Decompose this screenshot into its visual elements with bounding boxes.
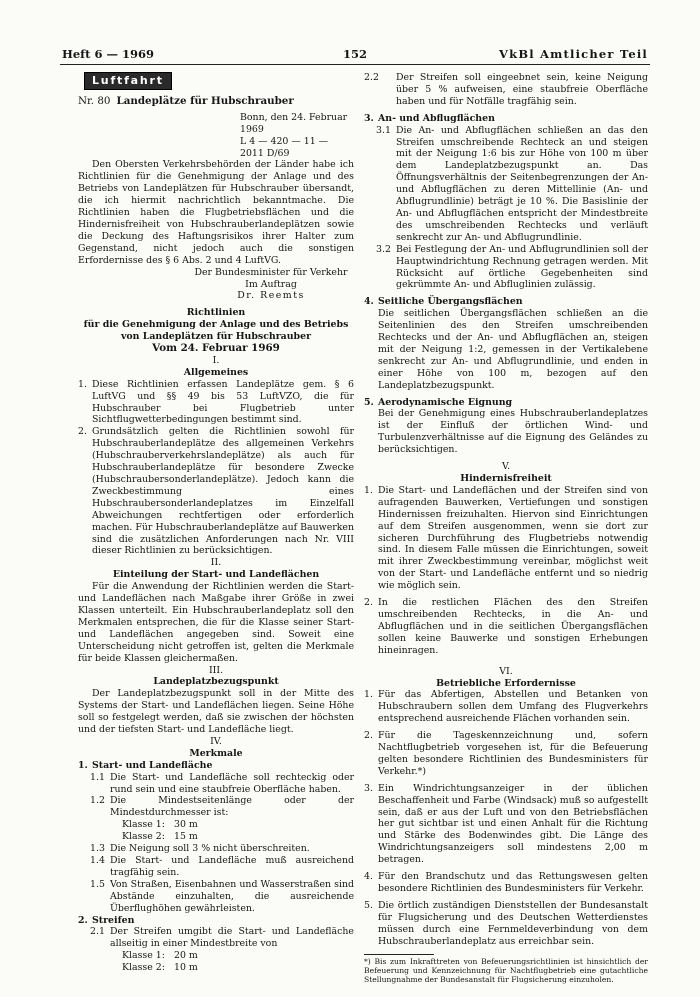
class-value: 30 m	[174, 819, 198, 831]
item-text: Die örtlich zuständigen Dienststellen der Bundesanstalt für Flugsicherung und des Deutschen Wetterdienstes müssen durch eine Fernmeldeverbindung von dem Hubschrauberlandeplatz aus erreichbar sein.	[378, 899, 648, 947]
item-number: 1.	[78, 759, 88, 771]
left-column	[78, 72, 354, 974]
class-row	[78, 950, 354, 962]
section-number-4: IV.	[210, 735, 222, 747]
item-text: Bei Festlegung der An- und Abflugrundlinien soll der Hauptwindrichtung Rechnung getragen werden. Mit Rücksicht auf örtliche Gegebenheiten sind gekrümmte An- und Abfluglinien zulässig.	[396, 243, 648, 291]
header-rule	[60, 64, 650, 65]
list-item	[78, 855, 354, 879]
guidelines-h2: für die Genehmigung der Anlage und des Betriebs	[83, 319, 349, 331]
item-number: 5.	[364, 396, 374, 408]
guidelines-h1: Richtlinien	[186, 307, 246, 319]
section-4-4-text: Die seitlichen Übergangsflächen schließen an die Seitenlinien des den Streifen umschreibenden Rechtecks und der An- und Abflugflächen an, steigen mit der Neigung 1:2, gemessen in der Vertikalebene senkrecht zur An- und Abflugrundlinie, und enden in einer Höhe von 100 m, bezogen auf den Landeplatzbezugspunkt.	[378, 308, 648, 391]
item-number: 2.2	[364, 72, 379, 83]
item-text: Für den Brandschutz und das Rettungswesen gelten besondere Richtlinien des Bundesministers für Verkehr.	[378, 871, 648, 894]
class-value: 20 m	[174, 950, 198, 962]
item-title: Aerodynamische Eignung	[378, 396, 513, 408]
subsection-heading	[78, 915, 354, 927]
class-row	[78, 819, 354, 831]
section-title-4: Merkmale	[189, 747, 243, 759]
item-text: Die An- und Abflugflächen schließen an das den Streifen umschreibende Rechteck an und steigen mit der Neigung 1:6 bis zur Höhe von 100 m über dem Landeplatzbezugspunkt an. Das Öffnungsverhältnis der Seitenbegrenzungen der An- und Abflugflächen zu deren Mittellinie (An- und Abflugrundlinie) beträgt je 10 %. Die Basislinie der An- und Abflugflächen entspricht der Mindestbreite des umschreibenden Rechtecks und verläuft senkrecht zur An- und Abflugrundlinie.	[396, 124, 648, 243]
item-text: Die Start- und Landefläche muß ausreichend tragfähig sein.	[110, 855, 354, 878]
item-number: 1.1	[90, 771, 105, 783]
section-2-text: Für die Anwendung der Richtlinien werden die Start- und Landeflächen nach Maßgabe ihrer Größe in zwei Klassen unterteilt. Ein Hubschrauberlandeplatz soll den Merkmalen entsprechen, die für die Klasse seiner Start- und Landeflächen angegeben sind. Soweit eine Unterscheidung nicht getroffen ist, gelten die Merkmale für beide Klassen gleichermaßen.	[78, 581, 354, 664]
article-title-text: Landeplätze für Hubschrauber	[116, 94, 294, 107]
item-number: 2.1	[90, 926, 105, 938]
item-text: Der Streifen umgibt die Start- und Landefläche allseitig in einer Mindestbreite von	[110, 926, 354, 950]
item-number: 3.1	[376, 124, 391, 136]
list-item	[364, 689, 648, 725]
subsection-heading	[364, 397, 648, 409]
item-text: Die Neigung soll 3 % nicht überschreiten.	[110, 843, 310, 855]
footnote: *) Bis zum Inkrafttreten von Befeuerungsrichtlinien ist hinsichtlich der Befeuerung und Kennzeichnung für Nachtflugbetrieb eine gutachtliche Stellungnahme der Bundesanstalt für Flugsicherung einzuholen.	[364, 956, 648, 984]
item-number: 3.	[364, 782, 373, 794]
item-number: 2.	[78, 914, 88, 926]
item-number: 1.2	[90, 795, 105, 807]
item-text: Der Streifen soll eingeebnet sein, keine Neigung über 5 % aufweisen, eine staubfreie Oberfläche haben und für Notfälle tragfähig sein.	[396, 72, 648, 107]
item-text: Die Start- und Landefläche soll rechteckig oder rund sein und eine staubfreie Oberfläche haben.	[110, 771, 354, 795]
item-number: 1.3	[90, 843, 105, 855]
list-item	[78, 772, 354, 796]
item-number: 5.	[364, 899, 373, 911]
list-item	[364, 244, 648, 292]
item-title: Seitliche Übergangsflächen	[378, 296, 523, 308]
list-item	[364, 597, 648, 657]
class-row	[78, 962, 354, 974]
item-text: Die Start- und Landeflächen und der Streifen sind von aufragenden Bauwerken, Vertiefungen und sonstigen Hindernissen freizuhalten. Hiervon sind Einrichtungen auf dem Streifen ausgenommen, wenn sie dort zur sicheren Durchführung des Flugbetriebs notwendig sind. In diesem Falle müssen die Einrichtungen, soweit mit ihrer Zweckbestimmung vereinbar, möglichst weit von der Start- und Landefläche entfernt und so niedrig wie möglich sein.	[378, 484, 648, 592]
class-label: Klasse 1:	[122, 819, 165, 831]
item-number: 3.2	[376, 243, 391, 255]
list-item	[78, 879, 354, 915]
section-number-5: V.	[501, 461, 511, 473]
issue-label: Heft 6 — 1969	[62, 47, 154, 61]
list-item	[78, 843, 354, 855]
item-number: 1.	[364, 689, 373, 701]
subsection-heading	[78, 760, 354, 772]
list-item	[364, 783, 648, 866]
item-text: Für das Abfertigen, Abstellen und Betanken von Hubschraubern sollen dem Umfang des Flugverkehrs entsprechend ausreichende Flächen vorhanden sein.	[378, 689, 648, 725]
list-item	[78, 795, 354, 819]
item-text: Ein Windrichtungsanzeiger in der üblichen Beschaffenheit und Farbe (Windsack) muß so aufgestellt sein, daß er aus der Luft und von den Betriebsflächen her gut sichtbar ist und einen Anhalt für die Richtung und Stärke des Bodenwindes gibt. Die Länge des Windrichtungsanzeigers soll mindestens 2,00 m betragen.	[378, 782, 648, 866]
list-item	[364, 125, 648, 244]
section-number-6: VI.	[499, 665, 513, 677]
item-title: Streifen	[92, 914, 135, 926]
page-number: 152	[342, 47, 367, 61]
item-title: Start- und Landefläche	[92, 759, 213, 771]
item-number: 4.	[364, 871, 373, 883]
section-number-1: I.	[212, 354, 220, 366]
item-text: Für die Tageskennzeichnung und, sofern Nachtflugbetrieb vorgesehen ist, für die Befeuerung gelten besondere Richtlinien des Bundesministers für Verkehr.*)	[378, 730, 648, 777]
item-number: 2.	[364, 597, 373, 609]
date-line: Bonn, den 24. Februar 1969	[240, 111, 348, 135]
item-title: An- und Abflugflächen	[378, 112, 495, 124]
subsection-heading	[364, 113, 648, 125]
section-number-2: II.	[210, 557, 222, 569]
section-title-5: Hindernisfreiheit	[460, 473, 552, 484]
item-text: Von Straßen, Eisenbahnen und Wasserstraßen sind Abstände einzuhalten, die ausreichende Überflughöhen gewährleisten.	[110, 878, 354, 914]
signature-name: Dr. Reemts	[237, 290, 305, 302]
signature-line-2: Im Auftrag	[245, 278, 297, 290]
item-text: Diese Richtlinien erfassen Landeplätze gem. § 6 LuftVG und §§ 49 bis 53 LuftVZO, die für Hubschrauber bei Flugbetrieb unter Sichtflugwetterbedingungen bestimmt sind.	[92, 378, 354, 426]
item-text: Die Mindestseitenlänge oder der Mindestdurchmesser ist:	[110, 795, 354, 819]
item-text: Grundsätzlich gelten die Richtlinien sowohl für Hubschrauberlandeplätze des allgemeinen Verkehrs (Hubschrauberverkehrslandeplätze) als auch für Hubschrauberlandeplätze für besondere Zwecke (Hubschraubersonderlandeplätze). Jedoch kann die Zweckbestimmung eines Hubschraubersonderlandeplatzes im Einzelfall Abweichungen rechtfertigen oder erforderlich machen. Für Hubschrauberlandeplätze auf Bauwerken sind die zusätzlichen Anforderungen nach Nr. VIII dieser Richtlinien zu berücksichtigen.	[92, 426, 354, 557]
signature-block	[188, 267, 354, 303]
item-text: In die restlichen Flächen des den Streifen umschreibenden Rechtecks, in die An- und Abflugflächen und in die seitlichen Übergangsflächen sollen keine Bauwerke und sonstigen Erhebungen hineinragen.	[378, 597, 648, 656]
item-number: 1.	[364, 484, 373, 496]
item-number: 2.	[364, 730, 373, 742]
class-value: 10 m	[174, 962, 198, 974]
guidelines-h3: von Landeplätzen für Hubschrauber	[120, 331, 312, 343]
list-item	[78, 379, 354, 427]
list-item	[78, 926, 354, 950]
signature-line-1: Der Bundesminister für Verkehr	[194, 266, 348, 278]
section-title-6: Betriebliche Erfordernisse	[436, 677, 576, 689]
class-label: Klasse 2:	[122, 962, 165, 974]
subsection-heading	[364, 296, 648, 308]
class-row	[78, 831, 354, 843]
page-header	[62, 47, 648, 65]
item-number: 3.	[364, 112, 374, 124]
section-title-1: Allgemeines	[183, 366, 249, 378]
section-4-5-text: Bei der Genehmigung eines Hubschrauberlandeplatzes ist der Einfluß der örtlichen Wind- und Turbulenzverhältnisse auf die Eignung des Geländes zu berücksichtigen.	[378, 408, 648, 456]
list-item	[364, 900, 648, 948]
section-title-3: Landeplatzbezugspunkt	[153, 676, 279, 688]
reference-line: L 4 — 420 — 11 — 2011 D/69	[240, 135, 329, 159]
item-number: 1.4	[90, 855, 105, 866]
class-value: 15 m	[174, 831, 198, 843]
item-number: 2.	[78, 426, 87, 438]
article-title	[78, 96, 354, 108]
list-item	[364, 871, 648, 895]
right-column	[364, 72, 648, 984]
list-item	[364, 730, 648, 778]
section-title-2: Einteilung der Start- und Landeflächen	[112, 569, 320, 581]
list-item	[364, 485, 648, 592]
section-3-text: Der Landeplatzbezugspunkt soll in der Mitte des Systems der Start- und Landeflächen liegen. Seine Höhe soll so festgelegt werden, daß sie zwischen der höchsten und der tiefsten Start- und Landefläche liegt.	[78, 688, 354, 736]
section-bar-luftfahrt: Luftfahrt	[84, 72, 172, 90]
date-block	[240, 112, 354, 160]
intro-paragraph: Den Obersten Verkehrsbehörden der Länder habe ich Richtlinien für die Genehmigung der Anlage und des Betriebs von Landeplätzen für Hubschrauber übersandt, die ich hiermit nachrichtlich bekanntmache. Die Richtlinien haben die Flugbetriebsflächen und die Hindernisfreiheit von Hubschrauberlandeplätzen sowie die Deckung des Haftungsrisikos ihrer Halter zum Gegenstand, nicht jedoch auch die sonstigen Erfordernisse des § 6 Abs. 2 und 4 LuftVG.	[78, 159, 354, 266]
guidelines-heading	[78, 307, 354, 355]
list-item	[78, 426, 354, 557]
item-number: 1.	[78, 378, 87, 390]
section-number-3: III.	[208, 664, 224, 676]
item-number: 4.	[364, 296, 374, 308]
publication-title: VkBl Amtlicher Teil	[499, 47, 648, 61]
list-item	[364, 72, 648, 108]
article-number: Nr. 80	[78, 94, 111, 107]
class-label: Klasse 2:	[122, 831, 165, 843]
class-label: Klasse 1:	[122, 950, 165, 962]
footnote-rule	[364, 954, 434, 955]
item-number: 1.5	[90, 878, 105, 890]
guidelines-date: Vom 24. Februar 1969	[152, 342, 280, 355]
